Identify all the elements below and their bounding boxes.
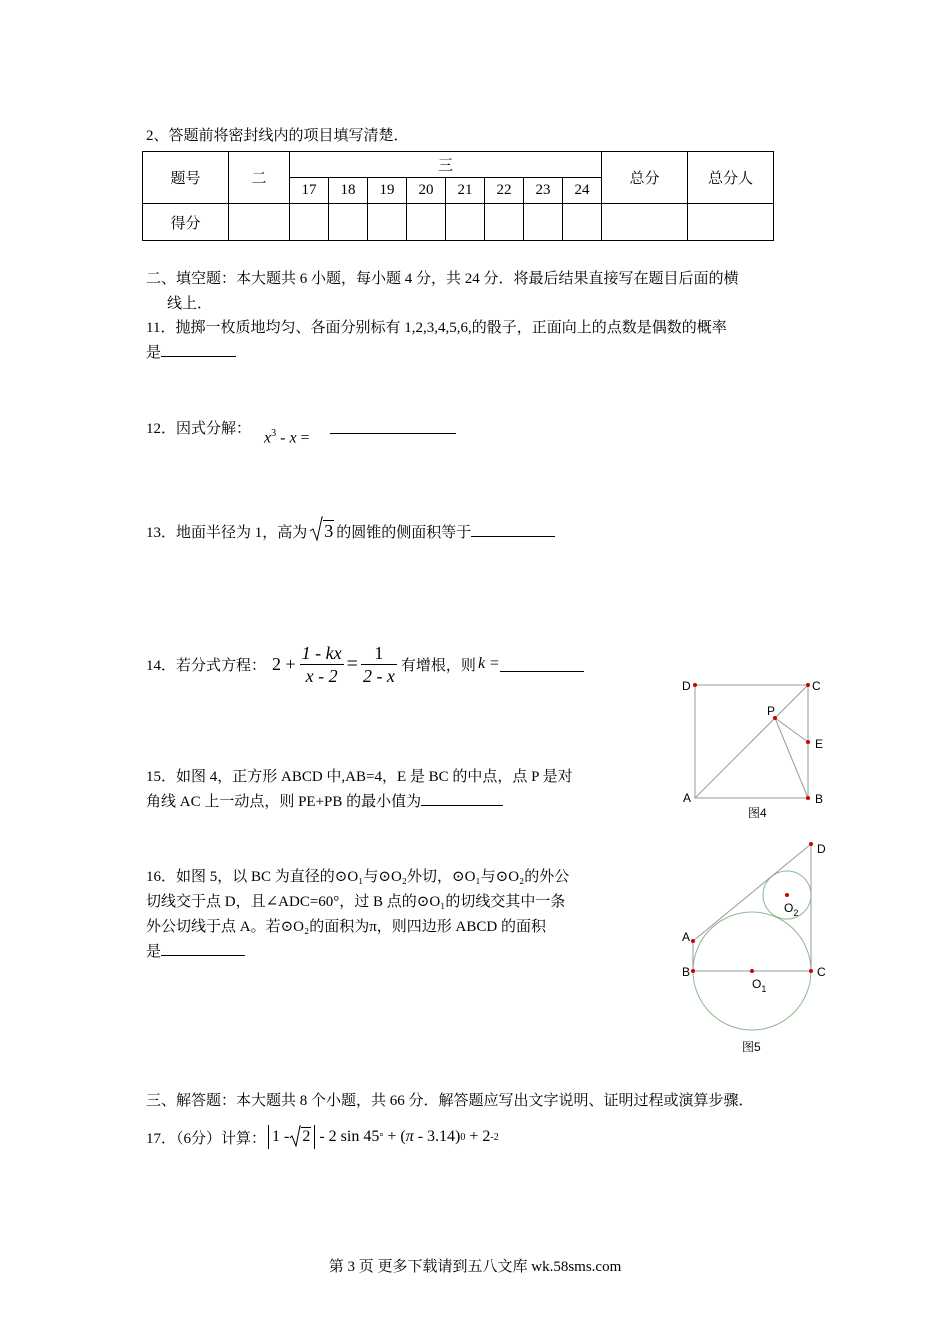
q16-answer-blank[interactable]	[161, 955, 245, 956]
q14-two-plus: 2 +	[272, 653, 296, 674]
q12-eq: =	[296, 429, 310, 447]
label-o2	[784, 901, 798, 918]
q12-answer-blank[interactable]	[330, 433, 456, 434]
q13-answer-blank[interactable]	[471, 536, 555, 537]
q17-radicand: 2	[302, 1128, 311, 1145]
q13-line	[146, 520, 555, 544]
q17-part5: + 2	[465, 1128, 491, 1145]
fig5-caption: 图5	[742, 1040, 761, 1054]
point-e	[806, 740, 810, 744]
score-cell[interactable]	[563, 204, 602, 241]
score-row-label: 得分	[143, 204, 229, 241]
point-a	[691, 939, 695, 943]
section3-header: 三、解答题：本大题共 8 个小题，共 66 分．解答题应写出文字说明、证明过程或演算步骤．	[146, 1093, 754, 1109]
section-three-header: 三	[290, 152, 602, 178]
qnum-cell: 21	[446, 178, 485, 204]
figure-4	[676, 676, 836, 826]
score-cell[interactable]	[485, 204, 524, 241]
fig4-caption: 图4	[748, 806, 767, 820]
score-cell[interactable]	[329, 204, 368, 241]
q14-den2: 2 - x	[362, 665, 395, 686]
segment-ap	[695, 718, 775, 798]
qnum-cell: 22	[485, 178, 524, 204]
q16-line3: 外公切线于点 A。若⊙O₂的面积为π，则四边形 ABCD 的面积	[146, 919, 546, 935]
q11-answer-blank[interactable]	[161, 356, 236, 357]
label-d: D	[682, 679, 691, 693]
q11-line2-text: 是	[146, 345, 162, 361]
q14-den1: x - 2	[305, 665, 338, 686]
q12-minus: -	[276, 429, 290, 447]
score-cell[interactable]	[290, 204, 329, 241]
label-c: C	[817, 965, 826, 979]
q12-label: 12．因式分解：	[146, 421, 252, 437]
label-o2-main: O	[784, 901, 794, 915]
q15-line1: 15．如图 4，正方形 ABCD 中,AB=4，E 是 BC 的中点，点 P 是对	[146, 769, 573, 785]
page-footer: 第 3 页 更多下载请到五八文库 wk.58sms.com	[328, 1259, 622, 1275]
qnum-cell: 24	[563, 178, 602, 204]
q16-line4-text: 是	[146, 944, 162, 960]
q17-part2: - 2 sin 45	[315, 1128, 380, 1145]
score-cell[interactable]	[407, 204, 446, 241]
q16-line1: 16．如图 5，以 BC 为直径的⊙O₁与⊙O₂外切，⊙O₁与⊙O₂的外公	[146, 869, 570, 885]
label-a: A	[682, 930, 691, 944]
label-d: D	[817, 842, 826, 856]
score-cell[interactable]	[446, 204, 485, 241]
q15-answer-blank[interactable]	[421, 805, 503, 806]
q13-radicand: 3	[324, 521, 334, 541]
instruction-item-2: 2、答题前将密封线内的项目填写清楚．	[146, 128, 409, 144]
point-b	[691, 969, 695, 973]
q14-label: 14．若分式方程：	[146, 657, 267, 674]
qnum-cell: 23	[524, 178, 563, 204]
q14-fraction-2	[361, 642, 397, 687]
point-c	[806, 683, 810, 687]
q17-degree: °	[379, 1131, 384, 1143]
section2-header-line2: 线上．	[167, 296, 213, 312]
section2-header-line1: 二、填空题：本大题共 6 小题，每小题 4 分，共 24 分．将最后结果直接写在题目后面的横	[146, 271, 739, 287]
score-table	[142, 151, 774, 241]
qnum-cell: 17	[290, 178, 329, 204]
q13-post: 的圆锥的侧面积等于	[336, 525, 472, 541]
label-b: B	[815, 792, 824, 806]
score-cell[interactable]	[524, 204, 563, 241]
q16-line2: 切线交于点 D，且∠ADC=60°，过 B 点的⊙O₁的切线交其中一条	[146, 894, 566, 910]
question-number-header: 题号	[143, 152, 229, 204]
q11-line2	[146, 342, 236, 364]
label-o1-main: O	[752, 977, 762, 991]
label-a: A	[683, 791, 692, 805]
q14-answer-blank[interactable]	[500, 671, 584, 672]
label-p: P	[767, 704, 776, 718]
q14-k-eq: k =	[477, 655, 500, 672]
score-cell[interactable]	[602, 204, 688, 241]
segment-pc	[775, 685, 808, 718]
sqrt-sign-icon	[289, 1125, 301, 1147]
q17-pi: π	[405, 1128, 414, 1145]
q17-expm2: -2	[490, 1131, 499, 1143]
q17-abs-a: 1 -	[272, 1128, 290, 1145]
q13-pre: 13．地面半径为 1，高为	[146, 525, 308, 541]
q13-sqrt	[309, 520, 334, 542]
q14-num2: 1	[361, 642, 397, 665]
q15-line2-text: 角线 AC 上一动点，则 PE+PB 的最小值为	[146, 794, 422, 810]
label-b: B	[682, 965, 691, 979]
q15-line2	[146, 791, 503, 813]
q17-abs-value	[268, 1125, 315, 1149]
q14-line	[146, 641, 584, 687]
figure-5	[676, 836, 836, 1058]
q12-exp: 3	[271, 428, 277, 439]
q14-fraction-1	[300, 642, 344, 687]
score-cell[interactable]	[229, 204, 290, 241]
q12-var2: x	[289, 429, 297, 447]
q17-exp0: 0	[460, 1131, 466, 1143]
q14-post: 有增根，则	[400, 657, 476, 674]
qnum-cell: 20	[407, 178, 446, 204]
total-header: 总分	[602, 152, 688, 204]
q17-label: 17．（6分）计算：	[146, 1130, 267, 1147]
label-o2-sub: 2	[793, 908, 799, 918]
qnum-cell: 19	[368, 178, 407, 204]
point-c	[809, 969, 813, 973]
q11-line1: 11．抛掷一枚质地均匀、各面分别标有 1,2,3,4,5,6,的骰子，正面向上的点数是偶数的概率	[146, 320, 727, 336]
q12-var: x	[264, 429, 272, 447]
q17-sqrt	[289, 1128, 311, 1146]
point-o2	[785, 893, 789, 897]
q14-num1: 1 - kx	[301, 642, 342, 663]
q17-line	[146, 1122, 499, 1152]
point-o1	[750, 969, 754, 973]
label-o1	[752, 977, 766, 994]
segment-ad	[693, 844, 811, 941]
score-cell[interactable]	[688, 204, 774, 241]
point-b	[806, 796, 810, 800]
q17-part4: - 3.14)	[413, 1128, 461, 1145]
q17-part3: + (	[383, 1128, 406, 1145]
section-two-header: 二	[229, 152, 290, 204]
point-d	[693, 683, 697, 687]
point-d	[809, 842, 813, 846]
qnum-cell: 18	[329, 178, 368, 204]
sqrt-sign-icon	[309, 516, 323, 542]
q14-equals: =	[346, 652, 358, 675]
label-o1-sub: 1	[761, 984, 767, 994]
grader-header: 总分人	[688, 152, 774, 204]
score-cell[interactable]	[368, 204, 407, 241]
q16-line4	[146, 941, 245, 963]
label-e: E	[815, 737, 824, 751]
q12-expression	[264, 428, 310, 447]
label-c: C	[812, 679, 821, 693]
